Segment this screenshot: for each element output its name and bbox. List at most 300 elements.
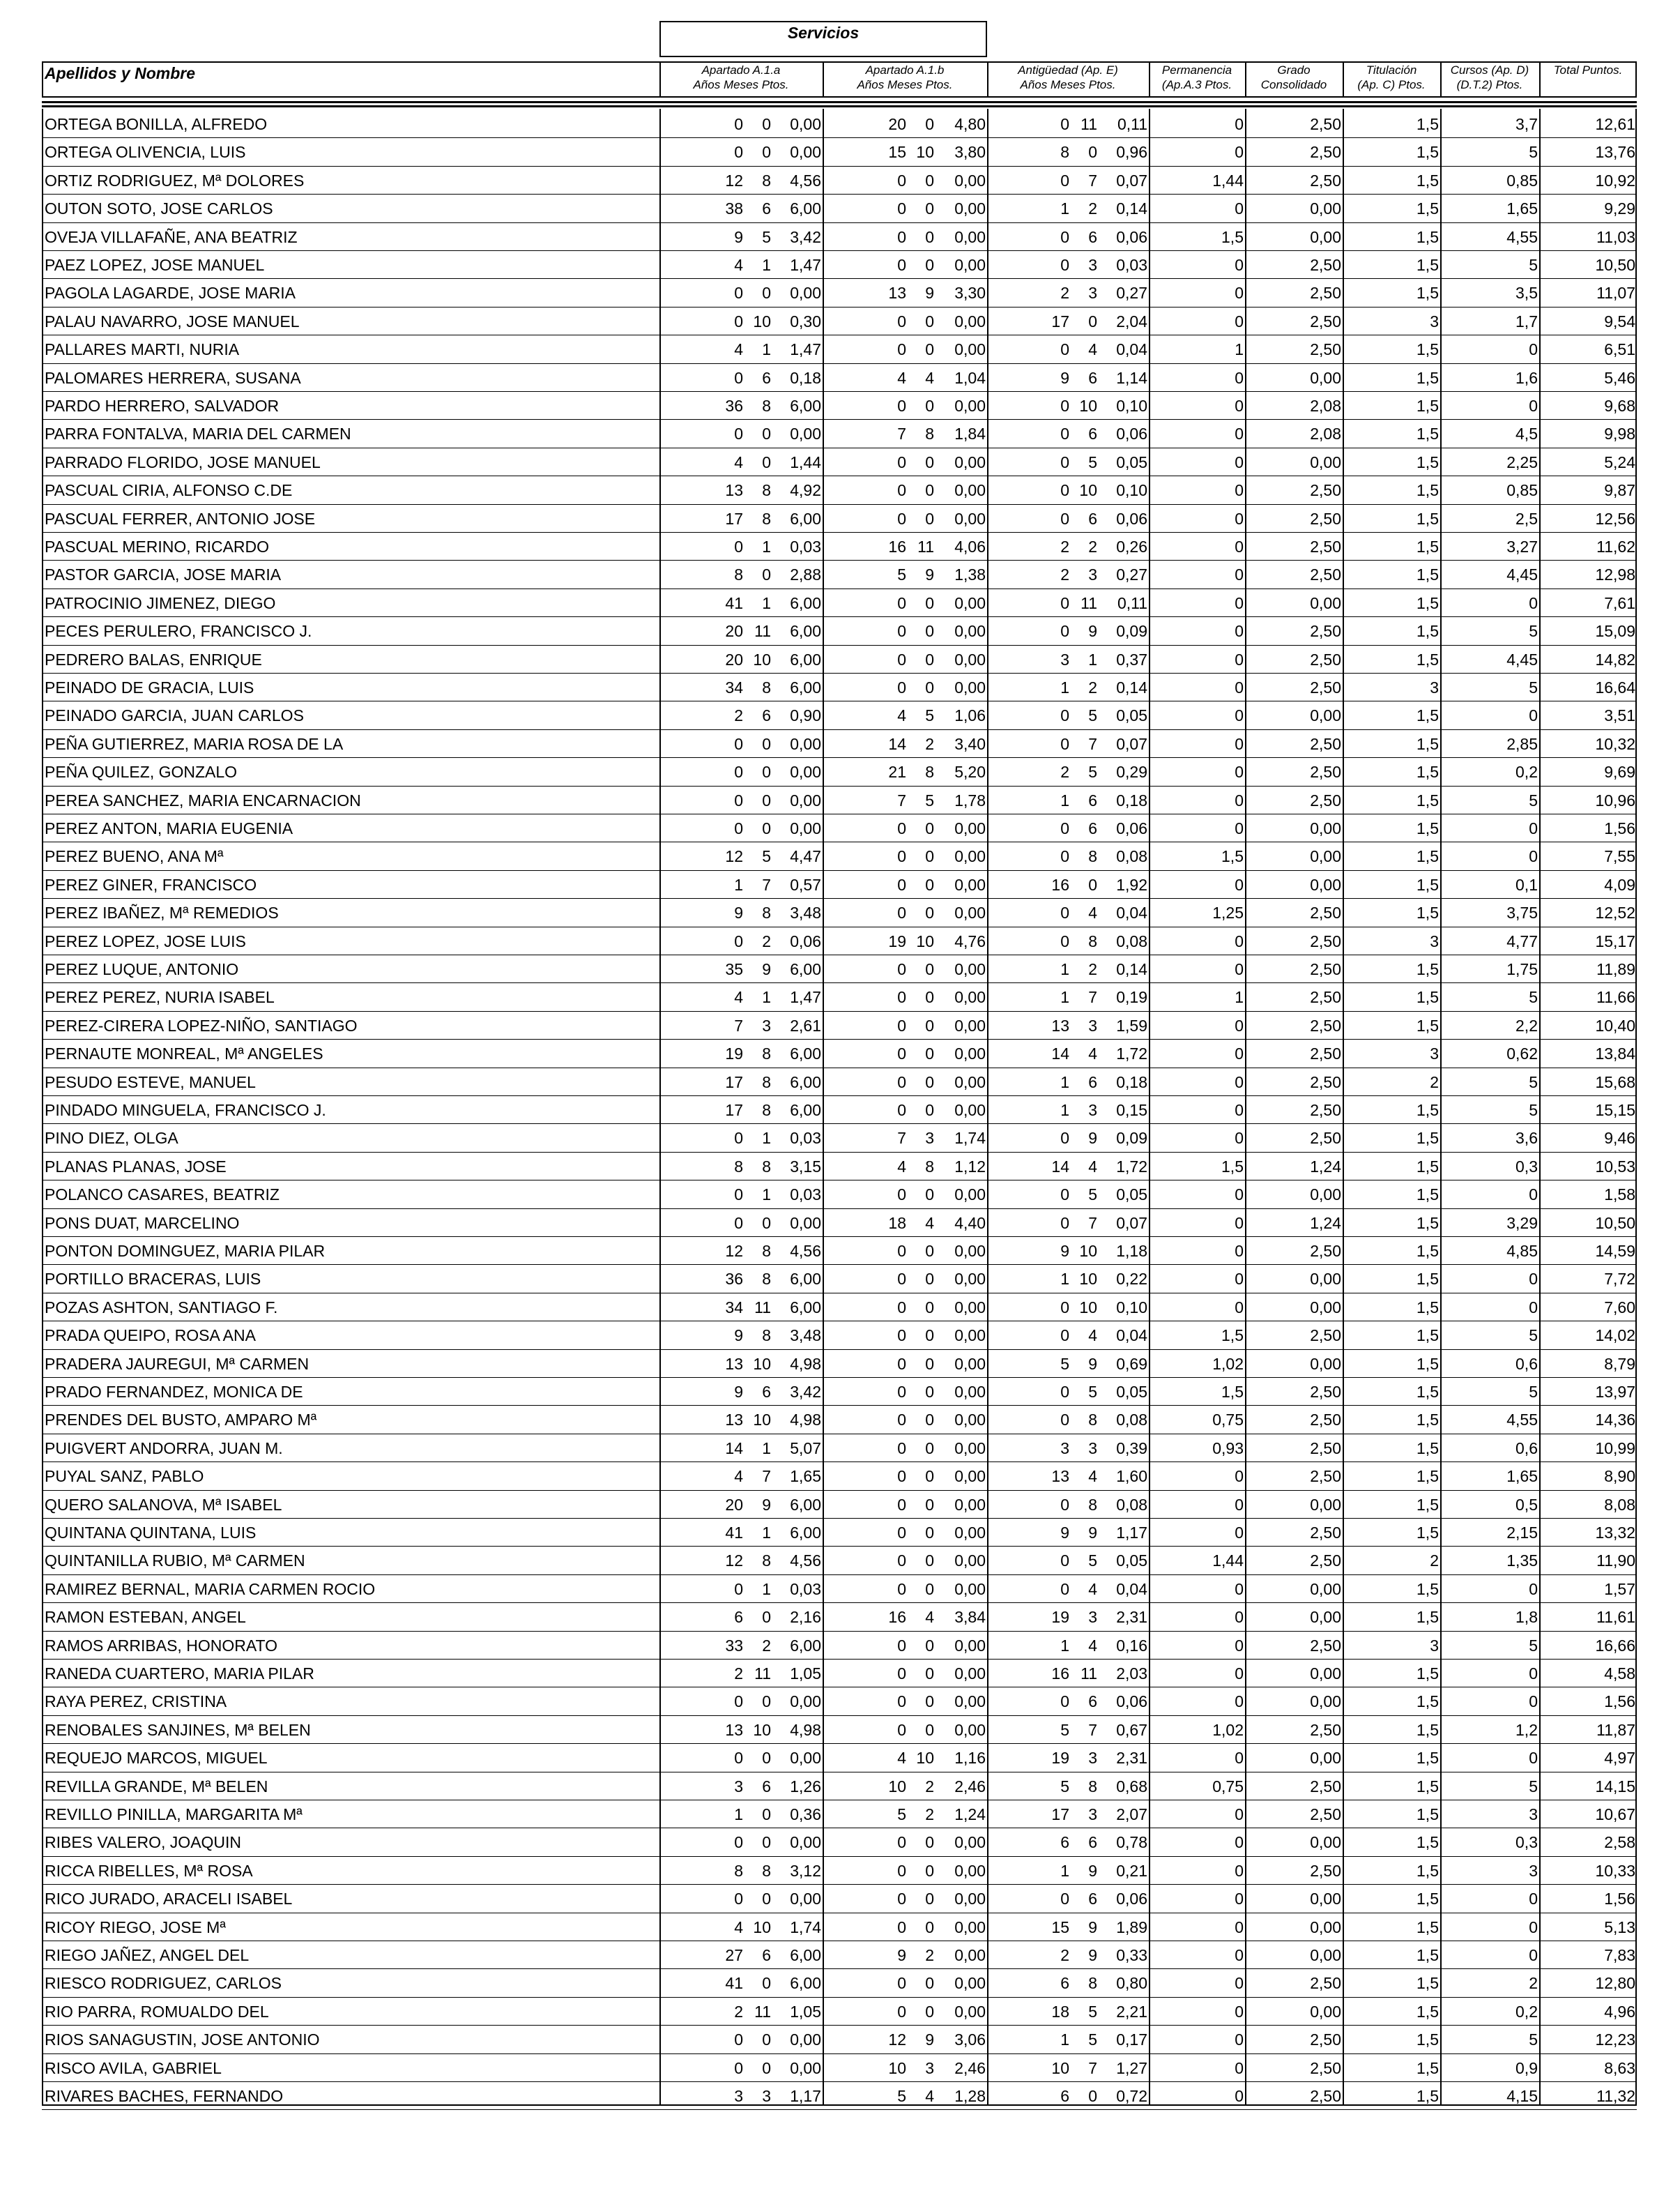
a1a-points: 6,00 xyxy=(790,199,821,218)
antiguedad-points: 0,08 xyxy=(1116,1495,1147,1514)
a1a-months: 1 xyxy=(762,1129,771,1148)
a1b-points: 0,00 xyxy=(954,960,986,978)
grado-points: 2,50 xyxy=(1310,1861,1341,1880)
titulacion-points: 1,5 xyxy=(1416,791,1439,810)
a1a-years: 7 xyxy=(734,1016,743,1035)
a1b-points: 0,00 xyxy=(954,1720,986,1739)
a1b-months: 0 xyxy=(925,1720,934,1739)
antiguedad-months: 5 xyxy=(1088,453,1097,471)
total-points: 10,53 xyxy=(1595,1157,1635,1176)
a1b-points: 0,00 xyxy=(954,622,986,641)
antiguedad-points: 2,31 xyxy=(1116,1608,1147,1627)
cursos-points: 2,5 xyxy=(1515,509,1538,528)
antiguedad-years: 1 xyxy=(1060,2030,1069,2049)
a1b-points: 0,00 xyxy=(954,199,986,218)
antiguedad-years: 16 xyxy=(1051,875,1069,894)
grado-points: 2,50 xyxy=(1310,312,1341,331)
a1a-points: 4,56 xyxy=(790,1242,821,1260)
a1b-points: 0,00 xyxy=(954,1524,986,1542)
a1a-months: 1 xyxy=(762,256,771,274)
total-points: 9,87 xyxy=(1604,481,1635,500)
row-separator xyxy=(42,194,1637,195)
a1a-years: 0 xyxy=(734,1129,743,1148)
antiguedad-years: 3 xyxy=(1060,1438,1069,1457)
permanencia-points: 0 xyxy=(1235,960,1244,978)
titulacion-points: 1,5 xyxy=(1416,1805,1439,1823)
antiguedad-points: 0,06 xyxy=(1116,1692,1147,1711)
antiguedad-points: 2,03 xyxy=(1116,1664,1147,1683)
a1a-months: 7 xyxy=(762,875,771,894)
permanencia-points: 0 xyxy=(1235,1185,1244,1204)
total-points: 7,83 xyxy=(1604,1946,1635,1964)
a1a-points: 6,00 xyxy=(790,1072,821,1091)
antiguedad-points: 0,04 xyxy=(1116,340,1147,359)
antiguedad-months: 4 xyxy=(1088,1326,1097,1345)
antiguedad-points: 1,89 xyxy=(1116,1918,1147,1936)
grado-points: 2,50 xyxy=(1310,1636,1341,1655)
antiguedad-years: 18 xyxy=(1051,2002,1069,2021)
employee-name: PONS DUAT, MARCELINO xyxy=(45,1213,240,1232)
a1a-months: 2 xyxy=(762,932,771,950)
a1a-points: 2,88 xyxy=(790,565,821,584)
cursos-points: 3,29 xyxy=(1506,1213,1538,1232)
a1b-years: 18 xyxy=(888,1213,906,1232)
a1a-months: 10 xyxy=(753,1918,771,1936)
a1a-years: 12 xyxy=(725,1242,743,1260)
a1b-years: 4 xyxy=(897,1157,906,1176)
permanencia-points: 0 xyxy=(1235,453,1244,471)
a1a-points: 0,00 xyxy=(790,143,821,162)
employee-name: PASCUAL FERRER, ANTONIO JOSE xyxy=(45,509,316,528)
a1a-points: 1,05 xyxy=(790,2002,821,2021)
permanencia-points: 0 xyxy=(1235,1918,1244,1936)
total-points: 5,46 xyxy=(1604,368,1635,387)
a1a-points: 2,61 xyxy=(790,1016,821,1035)
a1b-points: 0,00 xyxy=(954,227,986,246)
a1a-points: 4,92 xyxy=(790,481,821,500)
total-points: 15,15 xyxy=(1595,1101,1635,1119)
employee-name: PESUDO ESTEVE, MANUEL xyxy=(45,1072,256,1091)
a1b-years: 7 xyxy=(897,791,906,810)
antiguedad-header-sub: Años Meses Ptos. xyxy=(1020,78,1116,91)
a1a-years: 4 xyxy=(734,256,743,274)
total-points: 7,60 xyxy=(1604,1298,1635,1316)
a1b-points: 0,00 xyxy=(954,1551,986,1570)
a1a-months: 6 xyxy=(762,1946,771,1964)
a1b-months: 0 xyxy=(925,1524,934,1542)
antiguedad-points: 0,78 xyxy=(1116,1833,1147,1852)
a1a-months: 8 xyxy=(762,1101,771,1119)
a1b-years: 16 xyxy=(888,538,906,556)
a1a-years: 4 xyxy=(734,453,743,471)
employee-name: PEÑA QUILEZ, GONZALO xyxy=(45,763,238,782)
employee-name: PARRADO FLORIDO, JOSE MANUEL xyxy=(45,453,321,471)
total-points: 4,09 xyxy=(1604,875,1635,894)
a1a-points: 1,74 xyxy=(790,1918,821,1936)
a1a-months: 8 xyxy=(762,1551,771,1570)
row-separator xyxy=(42,898,1637,899)
a1a-points: 6,00 xyxy=(790,960,821,978)
grado-points: 1,24 xyxy=(1310,1213,1341,1232)
titulacion-points: 1,5 xyxy=(1416,1918,1439,1936)
employee-name: RISCO AVILA, GABRIEL xyxy=(45,2058,222,2077)
titulacion-points: 1,5 xyxy=(1416,199,1439,218)
a1a-years: 0 xyxy=(734,1692,743,1711)
cursos-points: 0 xyxy=(1529,397,1538,415)
a1a-months: 0 xyxy=(762,1213,771,1232)
antiguedad-years: 8 xyxy=(1060,143,1069,162)
antiguedad-months: 4 xyxy=(1088,904,1097,922)
a1a-years: 0 xyxy=(734,312,743,331)
antiguedad-years: 9 xyxy=(1060,368,1069,387)
grado-points: 2,50 xyxy=(1310,1129,1341,1148)
cursos-points: 0,6 xyxy=(1515,1438,1538,1457)
a1a-months: 1 xyxy=(762,538,771,556)
a1b-years: 0 xyxy=(897,904,906,922)
a1a-points: 6,00 xyxy=(790,1524,821,1542)
titulacion-points: 1,5 xyxy=(1416,1467,1439,1486)
grado-points: 2,50 xyxy=(1310,1720,1341,1739)
a1b-points: 3,30 xyxy=(954,284,986,303)
a1a-points: 0,18 xyxy=(790,368,821,387)
permanencia-points: 0 xyxy=(1235,1805,1244,1823)
row-separator xyxy=(42,1518,1637,1519)
cursos-points: 1,6 xyxy=(1515,368,1538,387)
a1b-points: 0,00 xyxy=(954,171,986,190)
antiguedad-years: 1 xyxy=(1060,1072,1069,1091)
a1b-years: 0 xyxy=(897,1242,906,1260)
antiguedad-months: 3 xyxy=(1088,565,1097,584)
titulacion-points: 1,5 xyxy=(1416,875,1439,894)
employee-name: PEINADO DE GRACIA, LUIS xyxy=(45,678,254,697)
antiguedad-years: 0 xyxy=(1060,1298,1069,1316)
a1b-months: 0 xyxy=(925,1692,934,1711)
a1b-points: 3,40 xyxy=(954,734,986,753)
a1a-years: 41 xyxy=(725,1524,743,1542)
a1b-years: 13 xyxy=(888,284,906,303)
total-points: 1,57 xyxy=(1604,1579,1635,1598)
antiguedad-points: 0,04 xyxy=(1116,1579,1147,1598)
permanencia-points: 0 xyxy=(1235,1664,1244,1683)
antiguedad-points: 0,19 xyxy=(1116,988,1147,1007)
cursos-points: 0 xyxy=(1529,819,1538,837)
antiguedad-months: 9 xyxy=(1088,1129,1097,1148)
a1a-points: 0,00 xyxy=(790,1890,821,1908)
grado-points: 2,50 xyxy=(1310,1438,1341,1457)
titulacion-points: 1,5 xyxy=(1416,227,1439,246)
a1a-months: 0 xyxy=(762,1608,771,1627)
employee-name: RICCA RIBELLES, Mª ROSA xyxy=(45,1861,253,1880)
grado-points: 0,00 xyxy=(1310,1918,1341,1936)
a1b-points: 0,00 xyxy=(954,312,986,331)
total-points: 7,55 xyxy=(1604,847,1635,866)
a1a-points: 0,03 xyxy=(790,1129,821,1148)
grado-points: 2,50 xyxy=(1310,1805,1341,1823)
antiguedad-points: 0,10 xyxy=(1116,1298,1147,1316)
total-points: 10,96 xyxy=(1595,791,1635,810)
total-points: 11,90 xyxy=(1596,1551,1635,1570)
titulacion-points: 1,5 xyxy=(1416,706,1439,725)
total-points: 12,98 xyxy=(1595,565,1635,584)
a1a-months: 6 xyxy=(762,1383,771,1401)
cursos-points: 5 xyxy=(1529,791,1538,810)
a1b-points: 4,40 xyxy=(954,1213,986,1232)
titulacion-points: 1,5 xyxy=(1416,593,1439,612)
antiguedad-years: 1 xyxy=(1060,678,1069,697)
a1b-years: 0 xyxy=(897,1579,906,1598)
cursos-points: 0,1 xyxy=(1515,875,1538,894)
a1b-years: 0 xyxy=(897,256,906,274)
a1b-years: 0 xyxy=(897,819,906,837)
cursos-points: 1,8 xyxy=(1515,1608,1538,1627)
a1a-points: 3,42 xyxy=(790,1383,821,1401)
a1a-points: 6,00 xyxy=(790,397,821,415)
a1a-months: 11 xyxy=(754,622,771,641)
total-points: 5,13 xyxy=(1604,1918,1635,1936)
a1b-years: 0 xyxy=(897,1692,906,1711)
a1b-months: 0 xyxy=(925,115,934,133)
grado-points: 0,00 xyxy=(1310,593,1341,612)
titulacion-points: 1,5 xyxy=(1416,1692,1439,1711)
a1a-years: 12 xyxy=(725,847,743,866)
titulacion-points: 1,5 xyxy=(1416,284,1439,303)
total-points: 15,68 xyxy=(1595,1072,1635,1091)
row-separator xyxy=(42,2109,1637,2110)
total-points: 4,96 xyxy=(1604,2002,1635,2021)
cursos-points: 0 xyxy=(1529,847,1538,866)
a1b-points: 1,24 xyxy=(954,1805,986,1823)
antiguedad-years: 6 xyxy=(1060,1833,1069,1852)
antiguedad-months: 7 xyxy=(1088,988,1097,1007)
a1a-points: 4,56 xyxy=(790,171,821,190)
total-points: 11,66 xyxy=(1596,988,1635,1007)
antiguedad-years: 0 xyxy=(1060,1129,1069,1148)
permanencia-points: 0 xyxy=(1235,2087,1244,2105)
column-divider xyxy=(1440,109,1442,2106)
grado-points: 2,50 xyxy=(1310,2030,1341,2049)
total-points: 11,87 xyxy=(1596,1720,1635,1739)
grado-points: 2,50 xyxy=(1310,1974,1341,1993)
total-points: 10,50 xyxy=(1595,256,1635,274)
a1b-years: 0 xyxy=(897,2002,906,2021)
a1a-years: 0 xyxy=(734,932,743,950)
cursos-points: 0 xyxy=(1529,593,1538,612)
cursos-points: 3 xyxy=(1529,1805,1538,1823)
a1a-points: 1,17 xyxy=(790,2087,821,2105)
a1b-years: 0 xyxy=(897,227,906,246)
employee-name: QUINTANA QUINTANA, LUIS xyxy=(45,1524,257,1542)
permanencia-points: 1,5 xyxy=(1221,847,1244,866)
grado-points: 0,00 xyxy=(1310,2002,1341,2021)
antiguedad-months: 1 xyxy=(1088,650,1097,669)
total-points: 9,54 xyxy=(1604,312,1635,331)
cursos-points: 0,85 xyxy=(1506,481,1538,500)
permanencia-points: 1,44 xyxy=(1212,171,1244,190)
a1b-points: 0,00 xyxy=(954,1016,986,1035)
a1b-points: 0,00 xyxy=(954,1438,986,1457)
antiguedad-months: 5 xyxy=(1088,706,1097,725)
antiguedad-months: 11 xyxy=(1080,593,1097,612)
titulacion-points: 1,5 xyxy=(1416,1749,1439,1768)
cursos-points: 4,55 xyxy=(1506,1411,1538,1429)
a1b-points: 0,00 xyxy=(954,988,986,1007)
a1a-points: 6,00 xyxy=(790,1636,821,1655)
a1a-months: 8 xyxy=(762,509,771,528)
permanencia-points: 1 xyxy=(1235,340,1244,359)
servicios-label: Servicios xyxy=(787,24,860,42)
a1b-years: 5 xyxy=(897,565,906,584)
header-rule xyxy=(42,101,1637,103)
employee-name: RENOBALES SANJINES, Mª BELEN xyxy=(45,1720,311,1739)
a1a-years: 20 xyxy=(725,650,743,669)
total-points: 13,32 xyxy=(1595,1524,1635,1542)
permanencia-points: 0,93 xyxy=(1212,1438,1244,1457)
titulacion-points: 1,5 xyxy=(1416,565,1439,584)
antiguedad-months: 4 xyxy=(1088,1157,1097,1176)
a1a-years: 35 xyxy=(725,960,743,978)
permanencia-points: 0 xyxy=(1235,2058,1244,2077)
a1b-years: 0 xyxy=(897,199,906,218)
cursos-points: 0,2 xyxy=(1515,763,1538,782)
employee-name: PEREZ IBAÑEZ, Mª REMEDIOS xyxy=(45,904,279,922)
row-separator xyxy=(42,645,1637,646)
a1a-points: 4,56 xyxy=(790,1551,821,1570)
antiguedad-months: 2 xyxy=(1088,538,1097,556)
total-points: 4,58 xyxy=(1604,1664,1635,1683)
a1b-years: 0 xyxy=(897,1664,906,1683)
a1b-months: 0 xyxy=(925,171,934,190)
a1b-months: 4 xyxy=(925,2087,934,2105)
antiguedad-years: 0 xyxy=(1060,509,1069,528)
a1b-years: 12 xyxy=(888,2030,906,2049)
cursos-points: 2,25 xyxy=(1506,453,1538,471)
permanencia-points: 0 xyxy=(1235,284,1244,303)
titulacion-points: 1,5 xyxy=(1416,734,1439,753)
a1b-years: 0 xyxy=(897,1101,906,1119)
grado-points: 2,50 xyxy=(1310,1383,1341,1401)
employee-name: RIVARES BACHES, FERNANDO xyxy=(45,2087,284,2105)
grado-header-sub: Consolidado xyxy=(1260,78,1327,91)
a1a-years: 9 xyxy=(734,1326,743,1345)
row-separator xyxy=(42,250,1637,251)
antiguedad-months: 6 xyxy=(1088,1692,1097,1711)
column-divider xyxy=(659,109,661,2106)
grado-points: 2,50 xyxy=(1310,904,1341,922)
permanencia-points: 0 xyxy=(1235,622,1244,641)
permanencia-points: 0 xyxy=(1235,1524,1244,1542)
a1b-points: 0,00 xyxy=(954,1833,986,1852)
antiguedad-months: 5 xyxy=(1088,1383,1097,1401)
grado-header-title: Grado xyxy=(1277,63,1311,77)
a1b-points: 0,00 xyxy=(954,1298,986,1316)
header-rule xyxy=(42,105,1637,107)
a1a-years: 19 xyxy=(725,1045,743,1063)
a1b-months: 0 xyxy=(925,481,934,500)
permanencia-points: 0 xyxy=(1235,932,1244,950)
employee-name: POZAS ASHTON, SANTIAGO F. xyxy=(45,1298,278,1316)
a1a-years: 0 xyxy=(734,1833,743,1852)
a1a-years: 1 xyxy=(734,1805,743,1823)
titulacion-points: 3 xyxy=(1430,312,1439,331)
titulacion-points: 1,5 xyxy=(1416,1101,1439,1119)
antiguedad-months: 6 xyxy=(1088,227,1097,246)
permanencia-points: 0 xyxy=(1235,481,1244,500)
a1b-points: 4,76 xyxy=(954,932,986,950)
a1b-points: 1,12 xyxy=(954,1157,986,1176)
grado-points: 0,00 xyxy=(1310,1495,1341,1514)
antiguedad-points: 0,18 xyxy=(1116,1072,1147,1091)
a1b-years: 0 xyxy=(897,1411,906,1429)
a1a-months: 0 xyxy=(762,2030,771,2049)
a1a-points: 5,07 xyxy=(790,1438,821,1457)
antiguedad-points: 0,29 xyxy=(1116,763,1147,782)
permanencia-points: 0 xyxy=(1235,1890,1244,1908)
a1a-years: 0 xyxy=(734,1579,743,1598)
a1a-months: 0 xyxy=(762,565,771,584)
permanencia-points: 0 xyxy=(1235,763,1244,782)
permanencia-points: 0 xyxy=(1235,819,1244,837)
a1b-months: 0 xyxy=(925,650,934,669)
a1b-years: 14 xyxy=(888,734,906,753)
a1b-months: 4 xyxy=(925,1213,934,1232)
permanencia-points: 1,5 xyxy=(1221,1383,1244,1401)
antiguedad-points: 0,11 xyxy=(1117,115,1147,133)
permanencia-points: 0 xyxy=(1235,1861,1244,1880)
cursos-points: 5 xyxy=(1529,2030,1538,2049)
a1b-months: 9 xyxy=(925,2030,934,2049)
total-points: 12,23 xyxy=(1595,2030,1635,2049)
total-points: 8,90 xyxy=(1604,1467,1635,1486)
a1a-points: 0,30 xyxy=(790,312,821,331)
cursos-points: 0,85 xyxy=(1506,171,1538,190)
a1b-points: 1,06 xyxy=(954,706,986,725)
antiguedad-years: 1 xyxy=(1060,988,1069,1007)
antiguedad-points: 1,60 xyxy=(1116,1467,1147,1486)
titulacion-points: 1,5 xyxy=(1416,425,1439,443)
a1a-years: 0 xyxy=(734,763,743,782)
a1a-months: 10 xyxy=(753,312,771,331)
a1b-header-title: Apartado A.1.b xyxy=(865,63,945,77)
a1a-years: 3 xyxy=(734,1777,743,1795)
a1b-months: 0 xyxy=(925,312,934,331)
antiguedad-points: 0,10 xyxy=(1116,481,1147,500)
cursos-points: 5 xyxy=(1529,256,1538,274)
a1a-points: 4,47 xyxy=(790,847,821,866)
a1b-months: 0 xyxy=(925,1045,934,1063)
a1a-points: 4,98 xyxy=(790,1720,821,1739)
a1a-points: 0,03 xyxy=(790,1185,821,1204)
antiguedad-points: 0,15 xyxy=(1116,1101,1147,1119)
grado-points: 0,00 xyxy=(1310,1608,1341,1627)
grado-points: 2,50 xyxy=(1310,650,1341,669)
antiguedad-years: 0 xyxy=(1060,1411,1069,1429)
a1b-months: 0 xyxy=(925,1974,934,1993)
antiguedad-years: 17 xyxy=(1051,312,1069,331)
a1b-months: 0 xyxy=(925,988,934,1007)
a1b-months: 0 xyxy=(925,1185,934,1204)
antiguedad-points: 1,59 xyxy=(1116,1016,1147,1035)
a1a-years: 0 xyxy=(734,1890,743,1908)
antiguedad-points: 2,04 xyxy=(1116,312,1147,331)
a1b-years: 0 xyxy=(897,171,906,190)
antiguedad-months: 3 xyxy=(1088,1101,1097,1119)
permanencia-points: 0 xyxy=(1235,791,1244,810)
a1a-years: 9 xyxy=(734,1383,743,1401)
row-separator xyxy=(42,1856,1637,1857)
antiguedad-points: 0,72 xyxy=(1116,2087,1147,2105)
titulacion-points: 1,5 xyxy=(1416,1326,1439,1345)
a1b-months: 4 xyxy=(925,1608,934,1627)
